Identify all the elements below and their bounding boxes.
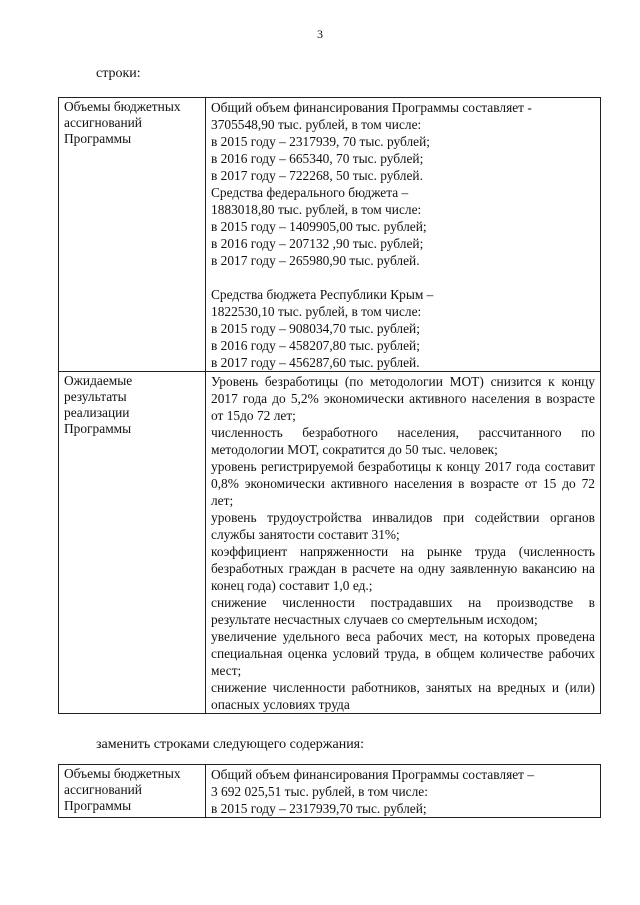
new-content-line: 3 692 025,51 тыс. рублей, в том числе: <box>211 784 428 799</box>
result-item: коэффициент напряженности на рынке труда (численность безработных граждан в расчете на одну заявленную вакансию на конец года) составит 1,0 ед.; <box>211 544 595 593</box>
results-label-line: результаты <box>64 389 127 404</box>
results-label-cell <box>59 372 206 714</box>
new-budget-content-cell <box>206 765 601 818</box>
results-label-line: Ожидаемые <box>64 373 133 388</box>
new-label-line: Программы <box>64 798 132 813</box>
new-program-table <box>58 764 601 818</box>
result-item: уровень регистрируемой безработицы к концу 2017 года составит 0,8% экономически активного населения в возрасте от 15 до 72 лет; <box>211 459 595 508</box>
total-year-line: в 2016 году – 665340, 70 тыс. рублей; <box>211 151 424 166</box>
crimea-budget-line: Средства бюджета Республики Крым – <box>211 287 434 302</box>
budget-label-line: Программы <box>64 131 132 146</box>
crimea-year-line: в 2015 году – 908034,70 тыс. рублей; <box>211 321 420 336</box>
new-label-line: ассигнований <box>64 782 142 797</box>
new-budget-label-cell <box>59 765 206 818</box>
budget-label-line: ассигнований <box>64 115 142 130</box>
federal-year-line: в 2015 году – 1409905,00 тыс. рублей; <box>211 219 427 234</box>
result-item: численность безработного населения, рассчитанного по методологии МОТ, сократится до 50 тыс. человек; <box>211 425 595 457</box>
budget-label-line: Объемы бюджетных <box>64 99 181 114</box>
new-content-line: Общий объем финансирования Программы составляет – <box>211 767 535 782</box>
results-row <box>59 372 601 714</box>
crimea-budget-line: 1822530,10 тыс. рублей, в том числе: <box>211 304 422 319</box>
result-item: увеличение удельного веса рабочих мест, на которых проведена специальная оценка условий труда, в общем количестве рабочих мест; <box>211 629 595 678</box>
total-year-line: в 2017 году – 722268, 50 тыс. рублей. <box>211 168 423 183</box>
federal-year-line: в 2016 году – 207132 ,90 тыс. рублей; <box>211 236 424 251</box>
result-item: Уровень безработицы (по методологии МОТ) снизится к концу 2017 года до 5,2% экономически активного населения в возрасте от 15до 72 лет; <box>211 374 595 423</box>
federal-budget-line: Средства федерального бюджета – <box>211 185 409 200</box>
intro-text: строки: <box>96 66 141 81</box>
total-year-line: в 2015 году – 2317939, 70 тыс. рублей; <box>211 134 430 149</box>
total-financing-line: 3705548,90 тыс. рублей, в том числе: <box>211 117 422 132</box>
budget-label-cell <box>59 98 206 372</box>
results-label-line: реализации <box>64 405 130 420</box>
crimea-year-line: в 2016 году – 458207,80 тыс. рублей; <box>211 338 420 353</box>
new-label-line: Объемы бюджетных <box>64 766 181 781</box>
result-item: уровень трудоустройства инвалидов при содействии органов службы занятости составит 31%; <box>211 510 595 542</box>
page-number: 3 <box>317 27 323 41</box>
total-financing-line: Общий объем финансирования Программы составляет - <box>211 100 532 115</box>
result-item: снижение численности пострадавших на производстве в результате несчастных случаев со смертельным исходом; <box>211 595 595 627</box>
budget-content-cell <box>206 98 601 372</box>
federal-year-line: в 2017 году – 265980,90 тыс. рублей. <box>211 253 420 268</box>
new-content-line: в 2015 году – 2317939,70 тыс. рублей; <box>211 801 427 816</box>
budget-row <box>59 98 601 372</box>
results-label-line: Программы <box>64 421 132 436</box>
new-budget-row <box>59 765 601 818</box>
results-content-cell <box>206 372 601 714</box>
old-program-table <box>58 97 601 714</box>
replace-text: заменить строками следующего содержания: <box>96 737 365 752</box>
spacer <box>211 269 595 286</box>
crimea-year-line: в 2017 году – 456287,60 тыс. рублей. <box>211 355 420 370</box>
federal-budget-line: 1883018,80 тыс. рублей, в том числе: <box>211 202 422 217</box>
result-item: снижение численности работников, занятых на вредных и (или) опасных условиях труда <box>211 680 595 712</box>
